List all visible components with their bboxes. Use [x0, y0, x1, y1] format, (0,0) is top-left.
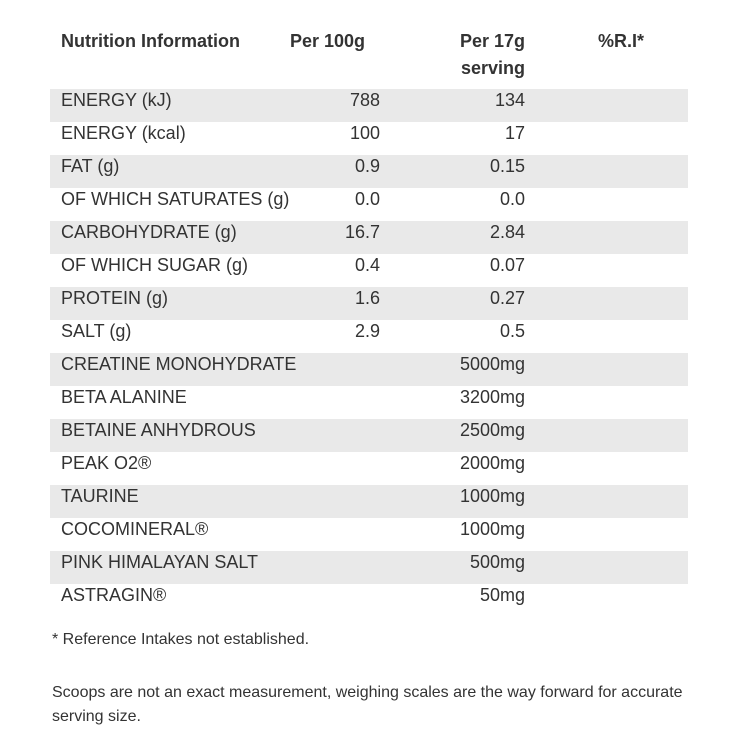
row-per-serving: 5000mg	[459, 354, 525, 374]
row-per-serving: 0.15	[489, 156, 525, 176]
row-name: PROTEIN (g)	[61, 288, 169, 308]
table-row	[50, 155, 688, 188]
table-row	[50, 518, 688, 551]
table-row	[50, 89, 688, 122]
table-row	[50, 485, 688, 518]
row-per-serving: 1000mg	[459, 519, 525, 539]
row-per-serving: 50mg	[479, 585, 525, 605]
table-row	[50, 386, 688, 419]
row-per-serving: 2.84	[489, 222, 525, 242]
reference-intake-note: * Reference Intakes not established.	[52, 631, 310, 648]
table-row	[50, 584, 688, 617]
row-name: FAT (g)	[61, 156, 120, 176]
row-name: BETA ALANINE	[61, 387, 187, 407]
table-row	[50, 419, 688, 452]
header-per-serving-line1: Per 17g	[459, 31, 525, 51]
row-per100: 100	[349, 123, 380, 143]
row-name: SALT (g)	[61, 321, 132, 341]
table-row	[50, 254, 688, 287]
row-per-serving: 0.27	[489, 288, 525, 308]
row-name: ENERGY (kJ)	[61, 90, 172, 110]
table-row	[50, 221, 688, 254]
table-row	[50, 287, 688, 320]
row-name: OF WHICH SATURATES (g)	[61, 189, 290, 209]
row-name: ASTRAGIN®	[61, 585, 167, 605]
nutrition-table	[50, 89, 688, 617]
header-per-100g: Per 100g	[290, 31, 366, 51]
row-per100: 0.4	[354, 255, 380, 275]
row-per-serving: 0.07	[489, 255, 525, 275]
row-name: CREATINE MONOHYDRATE	[61, 354, 297, 374]
row-name: ENERGY (kcal)	[61, 123, 186, 143]
serving-disclaimer: Scoops are not an exact measurement, weighing scales are the way forward for accurate serving size.	[52, 684, 683, 725]
header-per-serving	[400, 28, 525, 82]
table-row	[50, 320, 688, 353]
table-row	[50, 188, 688, 221]
row-name: PINK HIMALAYAN SALT	[61, 552, 259, 572]
row-per-serving: 2000mg	[459, 453, 525, 473]
row-per-serving: 3200mg	[459, 387, 525, 407]
row-name: TAURINE	[61, 486, 139, 506]
row-name: BETAINE ANHYDROUS	[61, 420, 256, 440]
row-per-serving: 17	[504, 123, 525, 143]
row-per100: 788	[349, 90, 380, 110]
row-per100: 1.6	[354, 288, 380, 308]
row-per-serving: 0.0	[499, 189, 525, 209]
row-per-serving: 0.5	[499, 321, 525, 341]
row-per-serving: 1000mg	[459, 486, 525, 506]
header-ri: %R.I*	[598, 31, 645, 51]
table-row	[50, 452, 688, 485]
row-per100: 16.7	[344, 222, 380, 242]
row-per100: 0.9	[354, 156, 380, 176]
table-row	[50, 122, 688, 155]
table-row	[50, 353, 688, 386]
row-per-serving: 500mg	[469, 552, 525, 572]
row-per-serving: 2500mg	[459, 420, 525, 440]
header-name: Nutrition Information	[61, 31, 240, 51]
row-per-serving: 134	[494, 90, 525, 110]
row-per100: 2.9	[354, 321, 380, 341]
header-per-serving-line2: serving	[460, 58, 525, 78]
row-name: COCOMINERAL®	[61, 519, 209, 539]
row-name: OF WHICH SUGAR (g)	[61, 255, 248, 275]
row-per100: 0.0	[354, 189, 380, 209]
table-row	[50, 551, 688, 584]
row-name: PEAK O2®	[61, 453, 152, 473]
row-name: CARBOHYDRATE (g)	[61, 222, 237, 242]
